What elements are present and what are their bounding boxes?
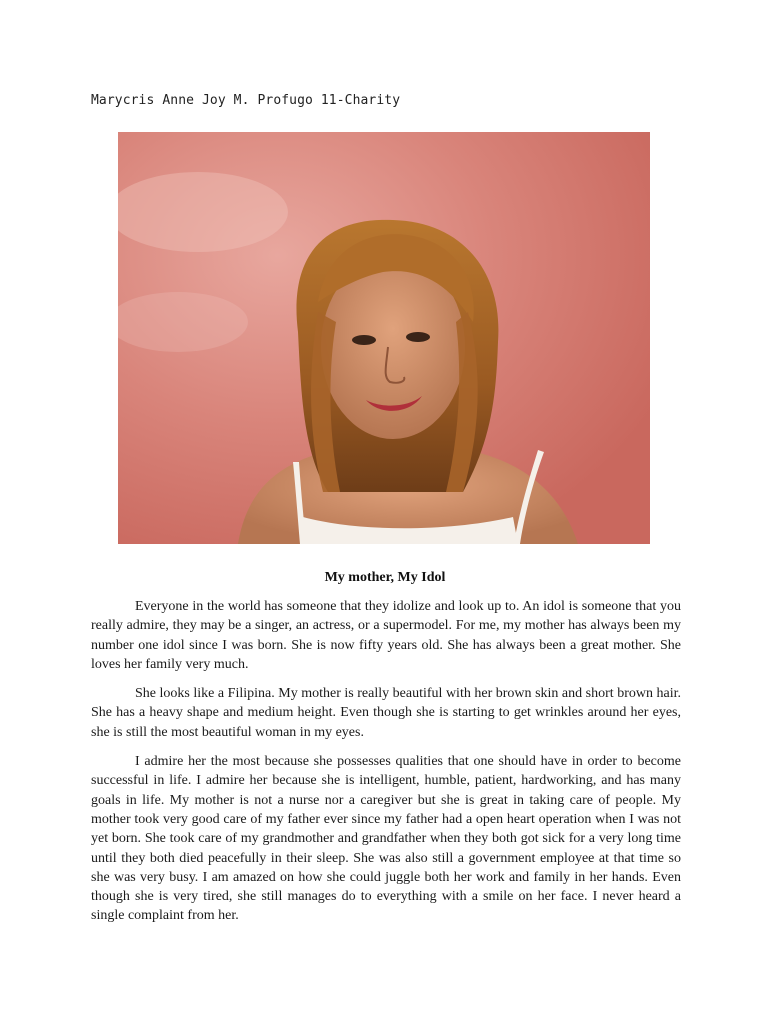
author-header: Marycris Anne Joy M. Profugo 11-Charity — [91, 93, 401, 108]
essay-title: My mother, My Idol — [324, 570, 446, 585]
essay-body — [91, 597, 681, 936]
portrait-photo — [118, 132, 650, 544]
paragraph: I admire her the most because she possesses qualities that one should have in order to become successful in life. I admire her because she is intelligent, humble, patient, hardworking, and has many goals in life. My mother is not a nurse nor a caregiver but she is great in taking care of people. My mother took very good care of my father ever since my father had a open heart operation when I was not yet born. She took care of my grandmother and grandfather when they both got sick for a very long time until they both died peacefully in their sleep. She was also still a government employee at that time so she was very busy. I am amazed on how she could juggle both her work and family in her hands. Even though she is very tired, she still manages do to everything with a smile on her face. I never heard a single complaint from her. — [91, 754, 681, 924]
paragraph: Everyone in the world has someone that they idolize and look up to. An idol is someone that you really admire, they may be a singer, an actress, or a supermodel. For me, my mother has always been my number one idol since I was born. She is now fifty years old. She has always been a great mother. She loves her family very much. — [91, 599, 681, 672]
paragraph: She looks like a Filipina. My mother is really beautiful with her brown skin and short brown hair. She has a heavy shape and medium height. Even though she is starting to get wrinkles around her eyes, she is still the most beautiful woman in my eyes. — [91, 686, 681, 740]
